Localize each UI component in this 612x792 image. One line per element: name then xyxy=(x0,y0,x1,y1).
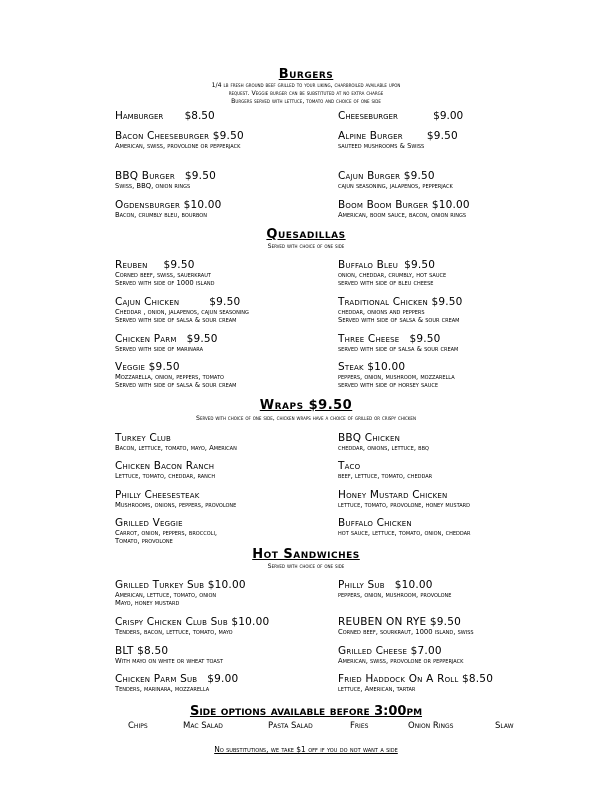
menu-item-hamburger xyxy=(115,110,215,122)
item-desc: Served with side of marinara xyxy=(115,345,203,353)
menu-item xyxy=(338,259,588,287)
item-name: Chicken Parm Sub xyxy=(115,673,198,685)
item-desc: hot sauce, lettuce, tomato, onion, cheddar xyxy=(338,529,471,537)
wraps-title: Wraps $9.50 xyxy=(259,398,353,413)
item-name: Chicken Bacon Ranch xyxy=(115,460,215,472)
menu-item xyxy=(115,130,365,150)
menu-item xyxy=(115,645,365,665)
item-desc: American, swiss, provolone or pepperjack xyxy=(115,142,241,150)
item-desc: Cheddar , onion, jalapenos, cajun seasoning xyxy=(115,308,249,316)
item-name: Bacon Cheeseburger $9.50 xyxy=(115,130,244,142)
item-price: $10.00 xyxy=(394,579,433,591)
side-option-mac-salad: Mac Salad xyxy=(183,721,223,731)
menu-item xyxy=(115,333,365,353)
item-desc-2: Served with side of salsa & sour cream xyxy=(115,316,237,324)
item-desc: beef, lettuce, tomato, cheddar xyxy=(338,472,433,480)
item-desc: Bacon, crumbly bleu, bourbon xyxy=(115,211,207,219)
item-desc: peppers, onion, mushroom, mozzarella xyxy=(338,373,455,381)
item-name: BLT $8.50 xyxy=(115,645,169,657)
quesadillas-title: Quesadillas xyxy=(266,227,346,242)
menu-item xyxy=(338,170,588,190)
burgers-subtitle-3: Burgers served with lettuce, tomato and choice of one side xyxy=(231,98,381,105)
menu-item xyxy=(115,616,365,636)
item-desc: Bacon, lettuce, tomato, mayo, American xyxy=(115,444,237,452)
item-name: BBQ Chicken xyxy=(338,432,401,444)
item-price: $9.50 xyxy=(186,333,218,345)
item-name: Cajun Burger $9.50 xyxy=(338,170,435,182)
menu-item xyxy=(338,199,588,219)
item-name: Reuben xyxy=(115,259,148,271)
item-desc-2: Served with side of salsa & sour cream xyxy=(338,316,460,324)
item-desc: Corned beef, sourkraut, 1000 island, swiss xyxy=(338,628,474,636)
hot-sandwiches-title: Hot Sandwiches xyxy=(252,547,360,562)
item-desc: American, lettuce, tomato, onion xyxy=(115,591,217,599)
item-desc: cheddar, onions and peppers xyxy=(338,308,425,316)
menu-item xyxy=(338,579,588,599)
item-name: Grilled Cheese $7.00 xyxy=(338,645,442,657)
menu-item xyxy=(115,296,365,324)
item-name: Hamburger xyxy=(115,110,164,122)
menu-item xyxy=(338,460,588,480)
item-desc-2: Tomato, provolone xyxy=(115,537,173,545)
item-price: $9.50 xyxy=(426,130,458,142)
burgers-subtitle-2: request. Veggie burger can be substituted at no extra charge xyxy=(228,90,384,97)
item-name: Buffalo Bleu xyxy=(338,259,399,271)
wraps-subtitle: Served with choice of one side, chicken wraps have a choice of grilled or crispy chicken xyxy=(196,415,416,422)
item-name: Philly Sub xyxy=(338,579,385,591)
item-desc: Swiss, BBQ, onion rings xyxy=(115,182,191,190)
item-desc: lettuce, tomato, provolone, honey mustard xyxy=(338,501,470,509)
burgers-subtitle-1: 1/4 lb fresh ground beef grilled to your liking, charbroiled available upon xyxy=(211,82,401,89)
menu-item xyxy=(115,199,365,219)
menu-item xyxy=(115,489,365,509)
item-price: $9.50 xyxy=(209,296,241,308)
item-desc: Corned beef, swiss, sauerkraut xyxy=(115,271,211,279)
item-desc: lettuce, American, tartar xyxy=(338,685,416,693)
item-desc: American, boom sauce, bacon, onion rings xyxy=(338,211,467,219)
item-desc: peppers, onion, mushroom, provolone xyxy=(338,591,452,599)
item-name: Grilled Turkey Sub $10.00 xyxy=(115,579,246,591)
item-name: REUBEN ON RYE $9.50 xyxy=(338,616,461,628)
menu-item xyxy=(115,579,365,607)
menu-item xyxy=(338,645,588,665)
item-desc-2: served with side of bleu cheese xyxy=(338,279,434,287)
item-name: Cajun Chicken xyxy=(115,296,180,308)
item-name: Traditional Chicken $9.50 xyxy=(338,296,463,308)
item-name: Grilled Veggie xyxy=(115,517,183,529)
item-name: Steak $10.00 xyxy=(338,361,406,373)
item-name: Turkey Club xyxy=(115,432,172,444)
menu-item xyxy=(115,170,365,190)
menu-item xyxy=(338,130,588,150)
menu-item-cheeseburger xyxy=(338,110,463,122)
menu-item xyxy=(115,673,365,693)
hot-sandwiches-subtitle: Served with choice of one side xyxy=(267,563,345,570)
item-price: $9.00 xyxy=(433,110,464,122)
item-price: $9.00 xyxy=(207,673,239,685)
item-price: $8.50 xyxy=(184,110,215,122)
item-desc: Carrot, onion, peppers, broccoli, xyxy=(115,529,218,537)
item-name: BBQ Burger xyxy=(115,170,175,182)
menu-item xyxy=(115,259,365,287)
burgers-title: Burgers xyxy=(278,67,334,82)
item-desc-2: Served with side of 1000 island xyxy=(115,279,215,287)
item-desc: American, swiss, provolone or pepperjack xyxy=(338,657,464,665)
item-name: Alpine Burger xyxy=(338,130,403,142)
item-name: Honey Mustard Chicken xyxy=(338,489,448,501)
menu-item xyxy=(338,361,588,389)
item-price: $9.50 xyxy=(163,259,195,271)
item-desc: Mozzarella, onion, peppers, tomato xyxy=(115,373,224,381)
item-desc: With mayo on white or wheat toast xyxy=(115,657,224,665)
menu-item xyxy=(115,460,365,480)
item-desc: Tenders, marinara, mozzarella xyxy=(115,685,210,693)
menu-item xyxy=(338,517,588,537)
side-option-slaw: Slaw xyxy=(495,721,514,731)
item-name: Fried Haddock On A Roll $8.50 xyxy=(338,673,494,685)
menu-item xyxy=(338,333,588,353)
sides-title: Side options available before 3:00pm xyxy=(189,704,423,719)
footer-note: No substitutions, we take $1 off if you do not want a side xyxy=(214,745,398,754)
item-desc: sauteed mushrooms & Swiss xyxy=(338,142,425,150)
item-name: Taco xyxy=(338,460,361,472)
menu-item xyxy=(338,296,588,324)
item-name: Crispy Chicken Club Sub $10.00 xyxy=(115,616,270,628)
item-name: Philly Cheesesteak xyxy=(115,489,200,501)
item-name: Veggie $9.50 xyxy=(115,361,180,373)
item-name: Boom Boom Burger $10.00 xyxy=(338,199,470,211)
side-option-onion-rings: Onion Rings xyxy=(408,721,454,731)
menu-item xyxy=(115,432,365,452)
item-desc-2: served with side of horsey sauce xyxy=(338,381,439,389)
item-name: Three Cheese xyxy=(338,333,400,345)
item-desc: Mushrooms, onions, peppers, provolone xyxy=(115,501,237,509)
item-price: $9.50 xyxy=(404,259,436,271)
item-desc: cajun seasoning, jalapenos, pepperjack xyxy=(338,182,453,190)
side-option-pasta-salad: Pasta Salad xyxy=(268,721,313,731)
side-option-chips: Chips xyxy=(128,721,148,731)
item-name: Buffalo Chicken xyxy=(338,517,412,529)
item-desc: onion, cheddar, crumbly, hot sauce xyxy=(338,271,447,279)
item-desc: Tenders, bacon, lettuce, tomato, mayo xyxy=(115,628,233,636)
item-desc: cheddar, onions, lettuce, bbq xyxy=(338,444,429,452)
menu-item xyxy=(338,432,588,452)
item-price: $9.50 xyxy=(409,333,441,345)
item-desc-2: Mayo, honey mustard xyxy=(115,599,180,607)
item-name: Cheeseburger xyxy=(338,110,398,122)
menu-item xyxy=(338,673,588,693)
item-name: Chicken Parm xyxy=(115,333,177,345)
item-desc: Lettuce, tomato, cheddar, ranch xyxy=(115,472,216,480)
item-name: Ogdensburger $10.00 xyxy=(115,199,222,211)
side-option-fries: Fries xyxy=(350,721,369,731)
menu-item xyxy=(338,616,588,636)
menu-item xyxy=(338,489,588,509)
item-desc-2: Served with side of salsa & sour cream xyxy=(115,381,237,389)
quesadillas-subtitle: Served with choice of one side xyxy=(267,243,345,250)
menu-item xyxy=(115,361,365,389)
menu-item xyxy=(115,517,365,545)
item-desc: served with side of salsa & sour cream xyxy=(338,345,459,353)
item-price: $9.50 xyxy=(184,170,216,182)
